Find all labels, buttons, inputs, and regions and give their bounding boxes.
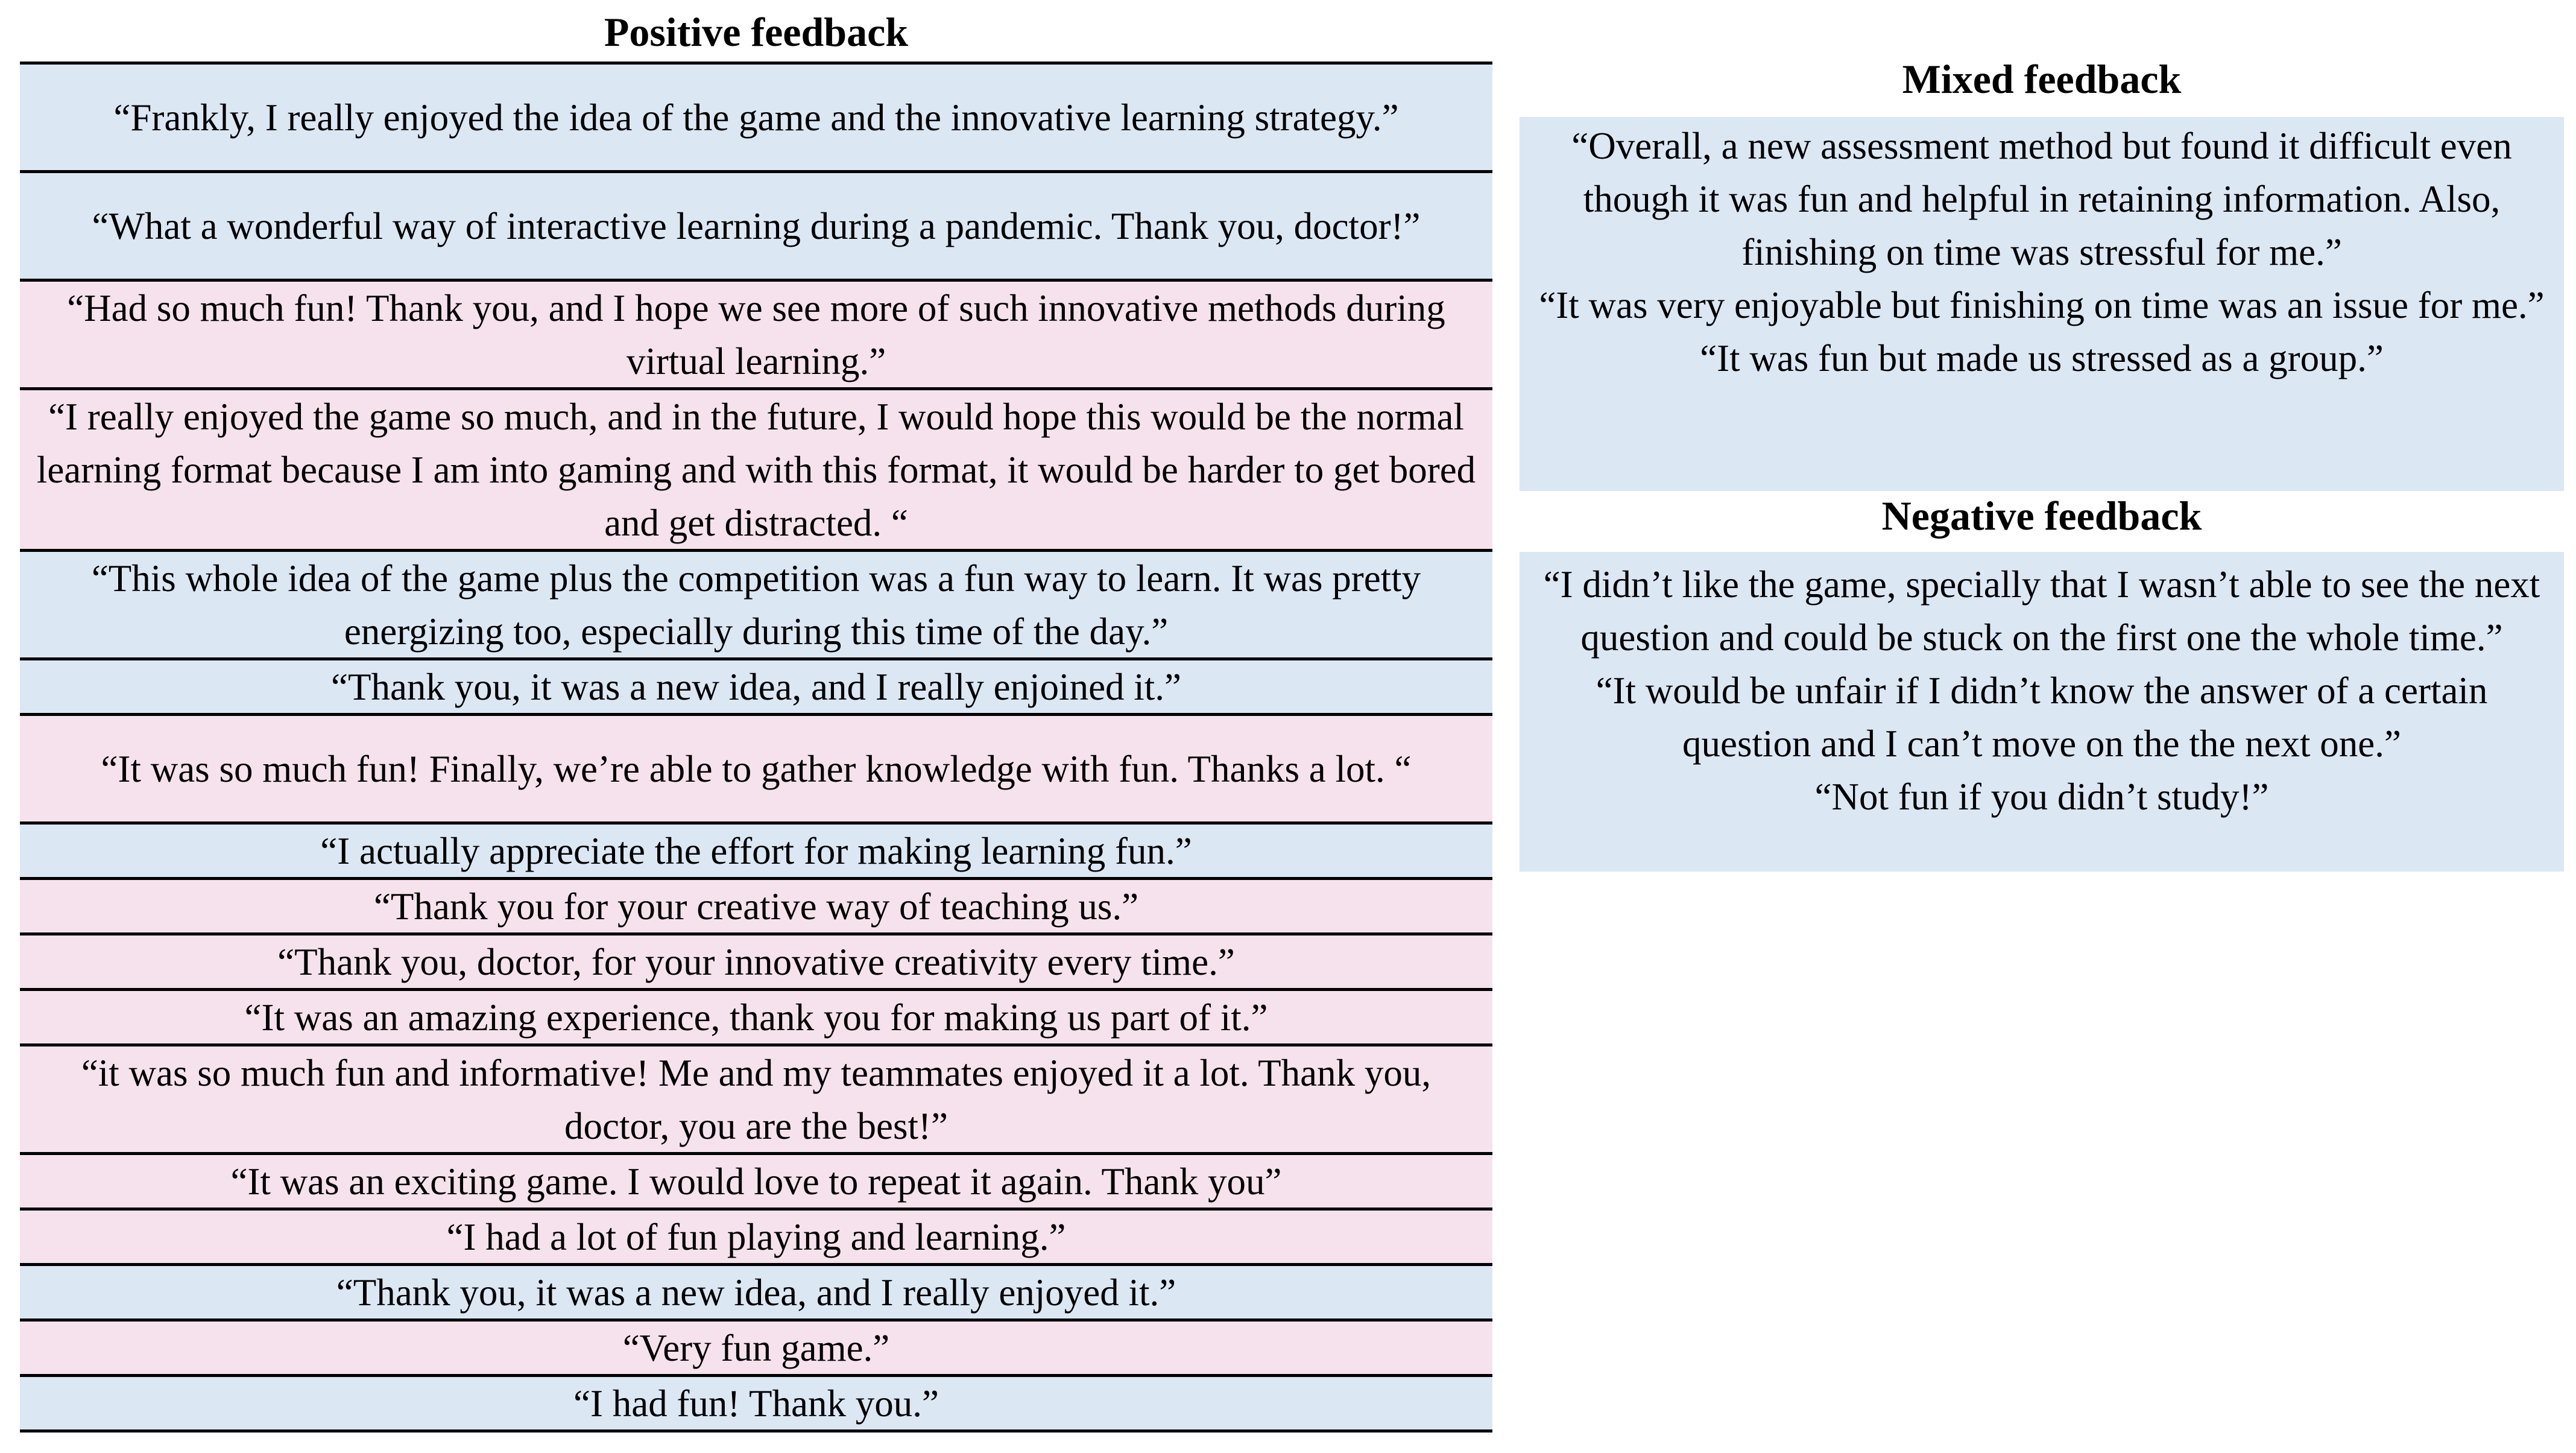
negative-feedback-title: Negative feedback <box>1881 493 2202 539</box>
quote-text: “Thank you for your creative way of teaching us.” <box>373 885 1139 928</box>
quote-text: “I had fun! Thank you.” <box>573 1382 939 1425</box>
negative-quote: “It would be unfair if I didn’t know the answer of a certain question and I can’t move on the the next one.” <box>1596 670 2488 765</box>
quote-text: “Frankly, I really enjoyed the idea of the game and the innovative learning strategy.” <box>113 96 1399 139</box>
table-row <box>20 825 1492 880</box>
quote-text: “it was so much fun and informative! Me and my teammates enjoyed it a lot. Thank you, doctor, you are the best!” <box>81 1051 1432 1147</box>
mixed-quote: “Overall, a new assessment method but found it difficult even though it was fun and helpful in retaining information. Also, finishing on time was stressful for me.” <box>1571 125 2512 273</box>
quote-text: “It was an exciting game. I would love to repeat it again. Thank you” <box>230 1160 1282 1203</box>
table-row <box>20 1211 1492 1266</box>
quote-text: “I really enjoyed the game so much, and in the future, I would hope this would be the normal learning format because I am into gaming and with this format, it would be harder to get bored and get distracted. “ <box>36 395 1476 544</box>
table-row <box>20 1046 1492 1155</box>
table-row <box>20 282 1492 390</box>
quote-text: “This whole idea of the game plus the competition was a fun way to learn. It was pretty energizing too, especially during this time of the day.” <box>91 557 1421 653</box>
table-row <box>20 716 1492 825</box>
negative-quote: “I didn’t like the game, specially that I wasn’t able to see the next question and could be stuck on the first one the whole time.” <box>1543 563 2540 659</box>
table-row <box>20 552 1492 660</box>
quote-text: “What a wonderful way of interactive learning during a pandemic. Thank you, doctor!” <box>92 204 1421 247</box>
table-row <box>20 1322 1492 1377</box>
mixed-feedback-title: Mixed feedback <box>1902 56 2182 102</box>
table-row <box>20 1266 1492 1322</box>
table-row <box>20 991 1492 1046</box>
table-row <box>20 65 1492 173</box>
quote-text: “Had so much fun! Thank you, and I hope we see more of such innovative methods during virtual learning.” <box>67 286 1445 382</box>
quote-text: “Thank you, it was a new idea, and I really enjoyed it.” <box>336 1271 1176 1314</box>
quote-text: “Thank you, it was a new idea, and I really enjoined it.” <box>331 665 1181 708</box>
table-row <box>20 880 1492 935</box>
negative-feedback-box <box>1520 552 2564 872</box>
positive-feedback-table <box>20 62 1492 1432</box>
positive-feedback-column <box>20 0 1492 1432</box>
table-row <box>20 1377 1492 1432</box>
quote-text: “Very fun game.” <box>622 1326 890 1369</box>
table-row <box>20 660 1492 716</box>
quote-text: “Thank you, doctor, for your innovative creativity every time.” <box>277 940 1235 983</box>
positive-feedback-title: Positive feedback <box>604 9 909 55</box>
table-row <box>20 390 1492 552</box>
mixed-feedback-box <box>1520 117 2564 491</box>
mixed-quote: “It was very enjoyable but finishing on time was an issue for me.” <box>1539 284 2545 326</box>
table-row <box>20 935 1492 991</box>
quote-text: “It was so much fun! Finally, we’re able to gather knowledge with fun. Thanks a lot. “ <box>101 747 1412 790</box>
quote-text: “I had a lot of fun playing and learning.” <box>446 1215 1066 1258</box>
table-row <box>20 173 1492 282</box>
table-row <box>20 1155 1492 1211</box>
quote-text: “I actually appreciate the effort for making learning fun.” <box>320 829 1192 872</box>
negative-quote: “Not fun if you didn’t study!” <box>1814 776 2269 818</box>
mixed-quote: “It was fun but made us stressed as a group.” <box>1700 337 2384 379</box>
quote-text: “It was an amazing experience, thank you for making us part of it.” <box>244 996 1268 1039</box>
